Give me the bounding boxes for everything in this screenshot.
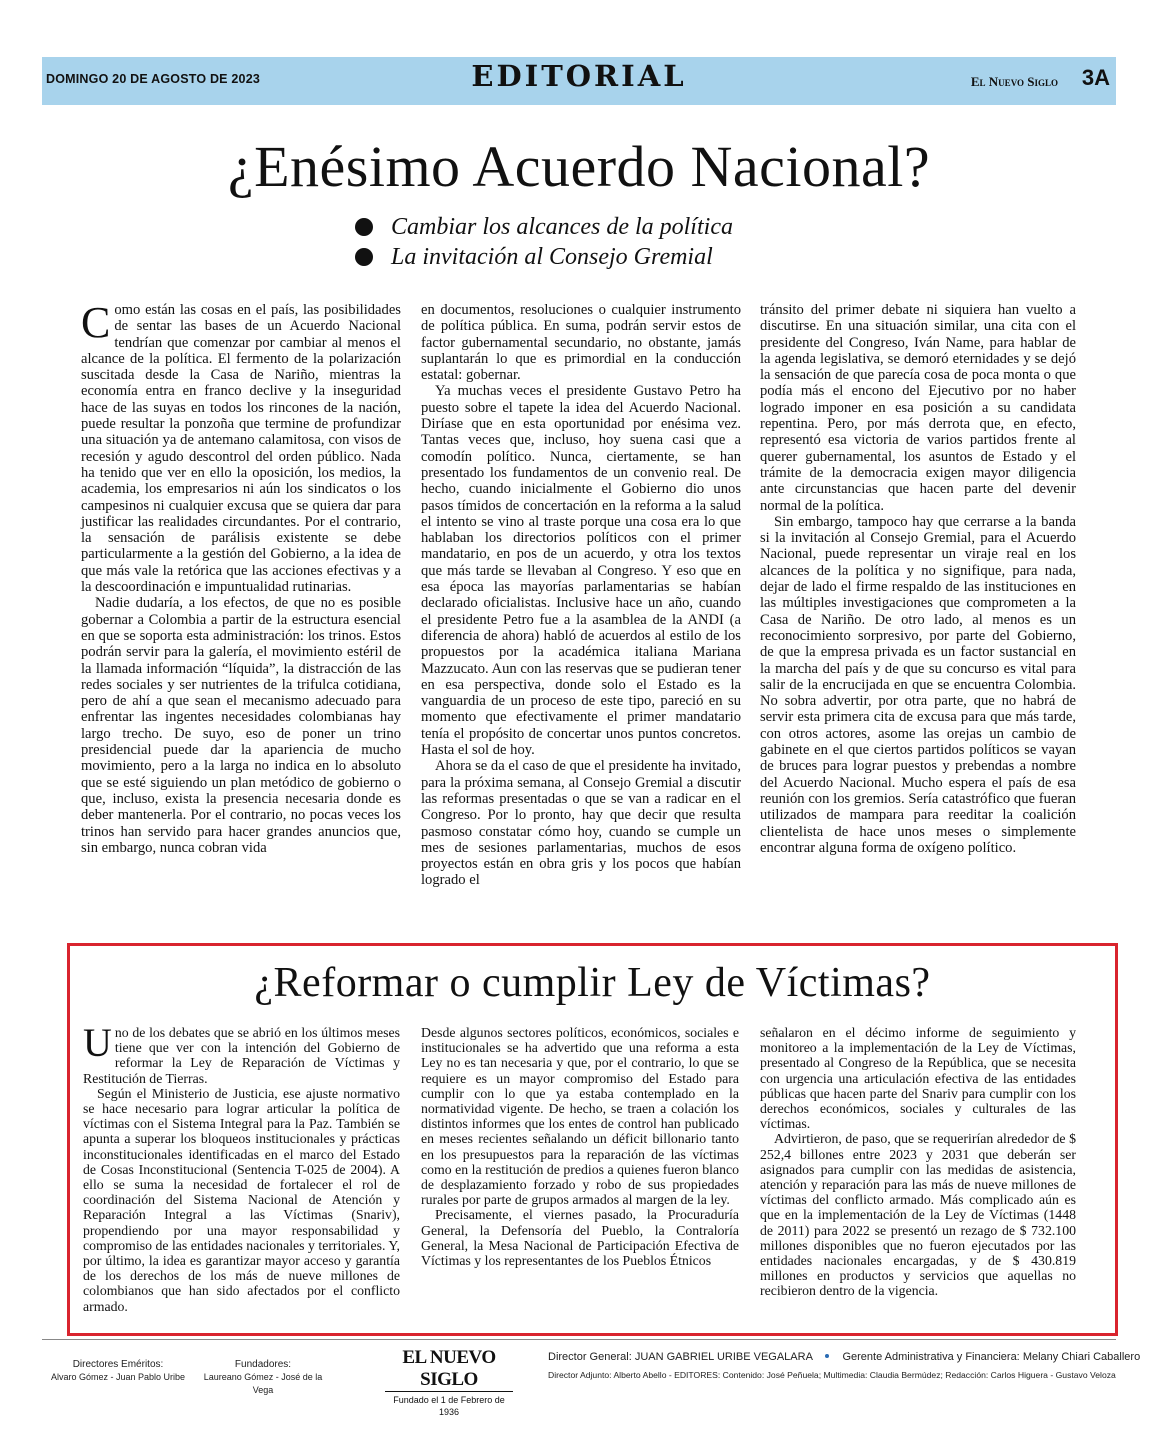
paragraph: Advirtieron, de paso, que se requerirían alrededor de $ 252,4 billones entre 2023 y 2031 que deberán ser asignados para cumplir con las medidas de asistencia, atención y reparación para las más de nueve millones de víctimas del conflicto armado. Más complicado aún es que en la implementación de la Ley de Víctimas (1448 de 2011) para 2022 se presentó un rezago de $ 732.100 millones disponibles que no fueron ejecutados por las entidades nacionales encargadas, y de $ 430.819 millones en productos y servicios que aquellas no recibieron dentro de la vigencia. [760,1131,1076,1299]
footer-directors [548,1351,1140,1363]
brand-name: El Nuevo Siglo [970,74,1058,89]
subhead-item: Cambiar los alcances de la política [355,212,733,242]
logo-wordmark: EL NUEVO SIGLO [385,1347,513,1392]
director-label: Director General: [548,1351,632,1363]
editorial1-column-3 [760,302,1076,856]
editorial1-column-2 [421,302,741,889]
editorial1-title: ¿Enésimo Acuerdo Nacional? [227,134,931,199]
paragraph: Según el Ministerio de Justicia, ese ajuste normativo se hace necesario para lograr articular la política de víctimas con el Sistema Integral para la Paz. También se apunta a superar los bloqueos institucionales y prácticas inconstitucionales identificadas en el marco del Estado de Cosas Inconstitucional (Sentencia T-025 de 2004). A ello se suma la necesidad de fortalecer el rol de coordinación del Sistema Nacional de Atención y Reparación Integral a las Víctimas (Snariv), propendiendo por una mayor responsabilidad y compromiso de las entidades nacionales y territoriales. Y, por último, la idea es garantizar mayor acceso y garantía de los derechos de los más de nueve millones de colombianos que han sido afectados por el conflicto armado. [83,1085,400,1314]
paragraph: Uno de los debates que se abrió en los últimos meses tiene que ver con la intención del Gobierno de reformar la Ley de Reparación de Víctimas y Restitución de Tierras. [83,1020,400,1086]
drop-cap: U [83,1020,112,1065]
editorial1-column-1 [81,298,401,856]
director-name: JUAN GABRIEL URIBE VEGALARA [634,1351,813,1363]
emeritos-names: Alvaro Gómez - Juan Pablo Uribe [50,1372,186,1382]
bullet-dot-icon [355,218,373,236]
drop-cap: C [81,298,111,347]
emeritos-label: Directores Eméritos: [72,1359,164,1370]
fundadores-label: Fundadores: [234,1359,292,1370]
editorial2-column-3 [760,1025,1076,1299]
paragraph: Ahora se da el caso de que el presidente ha invitado, para la próxima semana, al Consejo Gremial a discutir las reformas presentadas o que se van a radicar en el Congreso. Por lo pronto, hay que decir que resulta pasmoso constatar cómo hoy, cuando se cumple un mes de sesiones parlamentarias, muchos de esos proyectos están en obra gris y los pocos que habían logrado el [421,758,741,889]
editorial2-column-2 [421,1025,739,1268]
paragraph: Sin embargo, tampoco hay que cerrarse a la banda si la invitación al Consejo Gremial, para el Acuerdo Nacional, puede representar un viraje real en los alcances de la política y no signifique, para nada, dejar de lado el firme respaldo de las instituciones en las múltiples investigaciones que comprometen a la Casa de Nariño. De otro lado, al menos es un reconocimiento sorpresivo, por parte del Gobierno, de que la empresa privada es un factor sustancial en la marcha del país y de que su concurso es vital para salir de la encrucijada en que se encuentra Colombia. No sobra advertir, por otra parte, que no habrá de servir esta primera cita de excusa para que más tarde, con otros actores, asome las orejas un cambio de gabinete en el que ciertos partidos políticos se vayan de bruces para lograr puestos y prebendas a nombre del Acuerdo Nacional. Mucho espera el país de esa reunión con los gremios. Sería catastrófico que fueran utilizados de mampara para reeditar la coalición clientelista de hace unos meses o simplemente encontrar alguna forma de oxígeno político. [760,513,1076,856]
editorial2-column-1 [83,1020,400,1314]
paragraph: Nadie dudaría, a los efectos, de que no es posible gobernar a Colombia a partir de la estructura esencial en que se soporta esta administración: los trinos. Estos podrán servir para la galería, el movimiento estéril de la llamada información “líquida”, la distracción de las redes sociales y ser nutrientes de la trifulca cotidiana, pero de ahí a que sean el mecanismo adecuado para enfrentar las ingentes necesidades colombianas hay largo trecho. De suyo, eso de poner un trino presidencial puede dar la apariencia de mucho movimiento, pero a la larga no indica en lo absoluto que se esté siguiendo un plan metódico de gobierno o que, incluso, exista la presencia necesaria donde es deber mantenerla. Por el contrario, no pocas veces los trinos han servido para hacer grandes anuncios que, sin embargo, nunca cobran vida [81,595,401,856]
paragraph: Precisamente, el viernes pasado, la Procuraduría General, la Defensoría del Pueblo, la Contraloría General, la Mesa Nacional de Participación Efectiva de Víctimas y los representantes de los Pueblos Étnicos [421,1207,739,1269]
section-title: EDITORIAL [471,59,687,93]
editorial1-subheads [355,212,733,272]
issue-date: DOMINGO 20 DE AGOSTO DE 2023 [46,72,260,86]
page-number: 3A [1081,65,1110,90]
fundadores-names: Laureano Gómez - José de la Vega [203,1372,323,1395]
paragraph: Desde algunos sectores políticos, económicos, sociales e institucionales se ha advertido que una reforma a esta Ley no es tan necesaria y que, por el contrario, lo que se requiere es un mayor compromiso del Estado para cumplir con lo que ya estaba contemplado en la normatividad vigente. De hecho, se traen a colación los distintos informes que los entes de control han publicado en meses recientes señalando un déficit billonario tanto en los presupuestos para la reparación de las víctimas como en la restitución de predios a quienes fueron blanco de desplazamiento forzado y robo de sus propiedades rurales por parte de grupos armados al margen de la ley. [421,1025,739,1208]
separator-dot-icon [825,1354,829,1358]
footer-staff: Director Adjunto: Alberto Abello - EDITORES: Contenido: José Peñuela; Multimedia: Claudia Bermúdez; Redacción: Carlos Higuera - Gustavo Veloza [548,1370,1116,1380]
header-band [42,57,1116,105]
gerente-label: Gerente Administrativa y Financiera: [842,1351,1020,1363]
paragraph: tránsito del primer debate ni siquiera han vuelto a discutirse. En una situación similar, una cita con el presidente del Congreso, Iván Name, para hablar de la agenda legislativa, se demoró eternidades y se dejó la sensación de que parecía cosa de poca monta o que podía más el encono del Ejecutivo por no haber logrado imponer en esa posición a su candidata repentina. Pero, por más derrota que, en efecto, representó esa victoria de varios partidos frente al querer gubernamental, los asuntos de Estado y el trámite de la democracia exigen mayor diligencia ante circunstancias que hacen parte del devenir normal de la política. [760,302,1076,514]
subhead-item: La invitación al Consejo Gremial [355,242,733,272]
founded-date: Fundado el 1 de Febrero de 1936 [393,1395,505,1417]
footer-fundadores [198,1358,328,1397]
paragraph: señalaron en el décimo informe de seguimiento y monitoreo a la implementación de la Ley de Víctimas, presentado al Congreso de la República, que se necesita con urgencia una articulación efectiva de las entidades públicas que hacen parte del Snariv para cumplir con los derechos económicos, sociales y culturales de las víctimas. [760,1025,1076,1132]
paragraph: en documentos, resoluciones o cualquier instrumento de política pública. En suma, podrán servir estos de factor gubernamental secundario, no obstante, jamás suplantarán lo que es primordial en la conducción estatal: gobernar. [421,302,741,384]
footer-logo [385,1347,513,1418]
paragraph: Como están las cosas en el país, las posibilidades de sentar las bases de un Acuerdo Nacional tendrían que comenzar por cambiar al menos el alcance de la política. El fermento de la polarización suscitada desde la Casa de Nariño, mientras la economía entra en franco declive y la inseguridad hace de las suyas en todos los rincones de la nación, puede resultar la ponzoña que termine de profundizar una situación ya de antemano calamitosa, con visos de recesión y agudo descontrol del orden público. Nada ha tenido que ver en ello la oposición, los medios, la academia, los empresarios ni aún los sindicatos o los campesinos ni cualquier excusa que se quiera dar para justificar las realidades circundantes. Por el contrario, la sensación de parálisis existente se debe particularmente a la gestión del Gobierno, a la idea de que más vale la retórica que las acciones efectivas y a la descoordinación e impuntualidad rutinarias. [81,298,401,596]
footer-emeritos [48,1358,188,1384]
paragraph: Ya muchas veces el presidente Gustavo Petro ha puesto sobre el tapete la idea del Acuerdo Nacional. Diríase que en esta oportunidad por enésima vez. Tantas veces que, incluso, hoy suena casi que a comodín político. Nunca, ciertamente, se han presentado los fundamentos de un convenio real. De hecho, cuando inicialmente el Gobierno dio unos pasos tímidos de concertación en la reforma a la salud el intento se vino al traste porque una cosa era lo que hablaban los directorios políticos con el primer mandatario, en pos de un acuerdo, y otra los textos que más tarde se llevaban al Congreso. Y eso que en esa época las mayorías parlamentarias se habían declarado oficialistas. Inclusive hace un año, cuando el presidente Petro fue a la asamblea de la ANDI (a diferencia de ahora) habló de acuerdos al estilo de los propuestos por la académica italiana Mariana Mazzucato. Aun con las reservas que se pudieran tener en esa perspectiva, donde solo el Estado es la vanguardia de un proceso de este tipo, pareció en su momento que efectivamente el primer mandatario tenía el propósito de concertar unos puntos concretos. Hasta el sol de hoy. [421,383,741,759]
bullet-dot-icon [355,248,373,266]
gerente-name: Melany Chiari Caballero [1022,1351,1141,1363]
editorial2-title: ¿Reformar o cumplir Ley de Víctimas? [254,960,931,1006]
footer-divider [42,1339,1116,1340]
